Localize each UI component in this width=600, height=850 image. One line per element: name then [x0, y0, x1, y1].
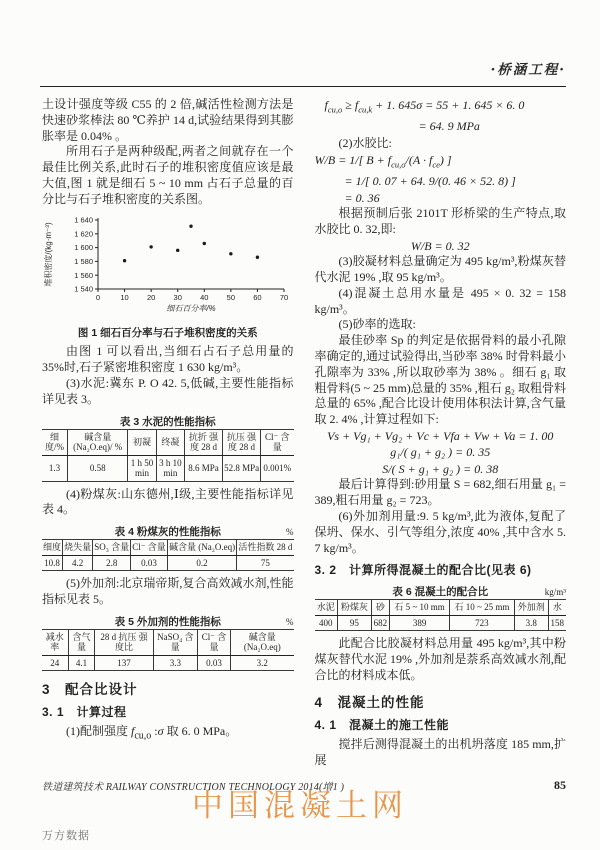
table-row [315, 615, 567, 631]
table5-caption: 表 5 外加剂的性能指标 [114, 615, 221, 628]
right-column [315, 97, 567, 775]
section-3-2-heading: 3. 2 计算所得混凝土的配合比(见表 6) [314, 563, 532, 578]
table-cell: 10.8 [42, 555, 63, 571]
footer-journal-info: 铁道建筑技术 RAILWAY CONSTRUCTION TECHNOLOGY 2014(增1 ) [42, 782, 345, 793]
table-cell: 8.6 MPa [185, 455, 223, 481]
paragraph-admixture-amount: (6)外加剂用量:9. 5 kg/m³,此为液体,复配了保坍、保水、引气等组分,浓度 40% ,其中含水 5. 7 kg/m³。 [314, 509, 566, 555]
section-3-heading: 3 配合比设计 [42, 682, 138, 698]
table-header-cell: 减水率 [42, 629, 68, 655]
paragraph-figure-result: 由图 1 可以看出,当细石占石子总用量的 35%时,石子紧密堆积密度 1 630 kg/m³。 [42, 344, 294, 375]
formula-wb-line3: = 0. 36 [344, 190, 380, 205]
paragraph-cement: (3)水泥:冀东 P. O 42. 5,低碱,主要性能指标详见表 3。 [42, 375, 294, 406]
x-tick-label: 50 [226, 292, 236, 302]
section-4-heading: 4 混凝土的性能 [314, 694, 425, 710]
table-header-cell: NaSO₄ 含量 [153, 629, 197, 655]
x-tick-label: 70 [279, 292, 289, 302]
table-cell: 3.8 [514, 615, 548, 631]
table-cell: 400 [315, 615, 338, 631]
left-column [42, 97, 294, 775]
table-cell: 1.3 [42, 455, 68, 481]
y-tick-label: 1 560 [74, 270, 93, 280]
table-cell: 0.2 [167, 555, 236, 571]
table6-caption: 表 6 混凝土的配合比 [392, 586, 489, 599]
y-tick-label: 1 640 [74, 215, 93, 225]
paragraph-sand-ratio: 最佳砂率 Sp 的判定是依据骨料的最小孔隙率确定的,通过试验得出,当砂率 38% 时骨料最小孔隙率为 33% ,所以取砂率为 38% 。细石 g₁ 取粗骨料(5 ~ 25 mm)总量的 35% ,粗石 g₂ 取粗骨料总量的 65% ,配合比设计使用体积法计算,含气量取 2. 4% ,计算过程如下: [314, 333, 566, 427]
table-header-cell: 粉煤灰 [338, 600, 372, 616]
table-header-cell: 外加剂 [514, 600, 548, 616]
table-cell: 137 [95, 655, 153, 671]
table-header-cell: 石 5 ~ 10 mm [390, 600, 450, 616]
table-header-cell: 含气量 [68, 629, 95, 655]
table-header-cell: 石 10 ~ 25 mm [449, 600, 514, 616]
table6-unit: kg/m³ [544, 587, 566, 598]
paragraph-admixture: (5)外加剂:北京瑞帝斯,复合高效减水剂,性能指标见表 5。 [42, 576, 294, 606]
table-cell: 95 [338, 615, 372, 631]
table-header-cell: 砂 [371, 600, 390, 616]
formula-fcu-line1: $f_{cu,o} \ge f_{cu,k} + 1$. 645σ = 55 + 1. 645 × 6. 0 [324, 98, 525, 115]
figure1-scatter-chart [42, 213, 294, 321]
table-cell: 389 [390, 615, 450, 631]
table-cell: 75 [237, 555, 294, 571]
paragraph-flyash: (4)粉煤灰:山东德州,Ⅰ级,主要性能指标详见表 4。 [42, 486, 294, 517]
figure1-caption: 图 1 细石百分率与石子堆积密度的关系 [77, 327, 258, 340]
formula-wb-final: W/B = 0. 32 [410, 238, 470, 253]
table-cell: 2.8 [93, 555, 131, 571]
table-header-cell: 细度/% [42, 429, 68, 455]
formula-s-ratio: S/( S + g₁ + g₂ ) = 0. 38 [382, 461, 499, 476]
paragraph-calc-result: 最后计算得到:砂用量 S = 682,细石用量 g₁ = 389,粗石用量 g₂ = 723。 [314, 477, 566, 508]
table6-block [315, 584, 567, 631]
table-cell: 4.1 [68, 655, 95, 671]
table-header-cell: 28 d 抗压 强度比 [95, 629, 153, 655]
paragraph-design-strength: (1)配制强度 $f_{cu,o}$ :σ 取 6. 0 MPa。 [66, 724, 238, 742]
paragraph-water-total: (4)混凝土总用水量是 495 × 0. 32 = 158 kg/m³。 [314, 285, 566, 316]
paragraph-aggregate: 所用石子是两种级配,两者之间就存在一个最佳比例关系,此时石子的堆积密度值应该是最大值,图 1 就是细石 5 ~ 10 mm 占石子总量的百分比与石子堆积密度的关系图。 [42, 144, 294, 206]
formula-wb-line1: W/B = 1/[ $B + f_{cu,o}/(A \cdot f_{ce})$ ] [314, 153, 452, 170]
table-header-cell: 初凝 [128, 429, 156, 455]
table-header-cell: 抗压 强度 28 d [223, 429, 261, 455]
table-header-cell: Cl⁻ 含量 [198, 629, 231, 655]
x-tick-label: 40 [200, 292, 209, 302]
table-cell: 52.8 MPa [223, 455, 261, 481]
table-row [42, 555, 294, 571]
table-cell: 682 [371, 615, 390, 631]
formula-fcu-line2: = 64. 9 MPa [418, 118, 480, 133]
header-rule [40, 86, 566, 87]
x-tick-label: 30 [173, 292, 182, 302]
table-cell: 0.03 [131, 555, 168, 571]
table4-caption: 表 4 粉煤灰的性能指标 [114, 526, 221, 539]
table6-caption-line [315, 584, 567, 597]
formula-wb-line2: = 1/[ 0. 07 + 64. 9/(0. 46 × 52. 8) ] [344, 174, 516, 189]
data-point [123, 259, 126, 262]
table-header-cell: Cl⁻ 含量 [261, 429, 294, 455]
table-header-row [42, 540, 294, 556]
table4-flyash-properties [42, 539, 294, 571]
data-point [203, 241, 206, 244]
data-point [149, 245, 152, 248]
table3-block [42, 414, 294, 482]
table-cell: 1 h 50 min [128, 455, 156, 481]
table-header-cell: 水泥 [315, 600, 338, 616]
table6-mix-proportion [315, 599, 567, 631]
table-cell: 3 h 10 min [156, 455, 184, 481]
y-tick-label: 1 540 [74, 284, 93, 294]
x-axis-label: 细石百分率/% [166, 303, 216, 313]
two-column-body [42, 97, 566, 775]
table-header-cell: 碱含量 (Na₂O.eq) [231, 629, 294, 655]
table-header-row [315, 600, 567, 616]
table-header-cell: 终凝 [156, 429, 184, 455]
section-3-1-heading: 3. 1 计算过程 [42, 705, 127, 720]
table-header-cell: 活性指数 28 d [237, 540, 294, 556]
table-cell: 723 [449, 615, 514, 631]
table-row [42, 455, 294, 481]
paragraph-intro: 土设计强度等级 C55 的 2 倍,碱活性检测方法是快速砂浆棒法 80 ℃养护 14 d,试验结果得到其膨胀率是 0.04% 。 [42, 97, 294, 143]
table-cell: 0.001% [261, 455, 294, 481]
y-tick-label: 1 580 [74, 256, 93, 266]
table3-caption: 表 3 水泥的性能指标 [119, 415, 216, 428]
table4-caption-line [42, 524, 294, 537]
paragraph-binder-total: (3)胶凝材料总量确定为 495 kg/m³,粉煤灰替代水泥 19% ,取 95 kg/m³。 [314, 254, 566, 284]
table3-cement-properties [42, 429, 294, 482]
table-header-cell: 抗折 强度 28 d [185, 429, 223, 455]
table5-unit: % [286, 616, 294, 627]
data-point [229, 252, 232, 255]
table-cell: 3.3 [153, 655, 197, 671]
paragraph-mix-comment: 此配合比胶凝材料总用量 495 kg/m³,其中粉煤灰替代水泥 19% ,外加剂是萘系高效减水剂,配合比的材料成本低。 [314, 636, 566, 683]
table-header-cell: SO₃ 含量 [93, 540, 131, 556]
table-header-row [42, 629, 294, 655]
formula-g-ratio: g₁/( g₁ + g₂ ) = 0. 35 [390, 445, 491, 460]
journal-section-label: ·桥涵工程· [490, 62, 566, 78]
table-header-cell: 碱含量 (Na₂O.eq)/ % [68, 429, 128, 455]
scan-provider-mark: 万方数据 [42, 830, 90, 842]
data-point [176, 248, 179, 251]
table-header-cell: 水 [548, 600, 566, 616]
table-header-cell: 细度 [42, 540, 63, 556]
table5-caption-line [42, 614, 294, 627]
x-tick-label: 20 [146, 292, 156, 302]
y-axis-label: 堆积密度/(kg·m⁻³) [44, 221, 53, 287]
data-point [256, 255, 259, 258]
table-cell: 0.58 [68, 455, 128, 481]
paragraph-wb-label: (2)水胶比: [338, 136, 392, 151]
table3-caption-line [42, 414, 294, 427]
table4-unit: % [286, 527, 294, 538]
table-header-cell: 碱含量 (Na₂O.eq) [167, 540, 236, 556]
table-header-cell: 烧失量 [63, 540, 93, 556]
table5-block [42, 614, 294, 672]
table-cell: 0.03 [198, 655, 231, 671]
footer-page-number: 85 [554, 778, 566, 792]
paragraph-wb-choice: 根据预制后张 2101T 形桥梁的生产特点,取水胶比 0. 32,即: [314, 206, 566, 236]
table-cell: 24 [42, 655, 68, 671]
table5-admixture-properties [42, 629, 294, 672]
section-4-1-heading: 4. 1 混凝土的施工性能 [314, 717, 450, 732]
table-row [42, 655, 294, 671]
table-header-cell: Cl⁻ 含量 [131, 540, 168, 556]
y-tick-label: 1 620 [74, 228, 93, 238]
formula-volume: Vs + Vg₁ + Vg₂ + Vc + Vfa + Vw + Va = 1. 00 [327, 428, 554, 443]
table-cell: 158 [548, 615, 566, 631]
figure1 [42, 213, 294, 341]
x-tick-label: 60 [253, 292, 262, 302]
page-header [40, 58, 566, 79]
x-tick-label: 10 [120, 292, 129, 302]
data-point [189, 224, 192, 227]
y-tick-label: 1 600 [74, 242, 93, 252]
table-cell: 4.2 [63, 555, 93, 571]
watermark-text: 中国混凝土网 [192, 788, 408, 823]
table-cell: 3.2 [231, 655, 294, 671]
table-header-row [42, 429, 294, 455]
x-tick-label: 0 [95, 292, 101, 302]
table4-block [42, 524, 294, 571]
paragraph-slump: 搅拌后测得混凝土的出机坍落度 185 mm,扩展 [314, 736, 566, 767]
paragraph-sand-label: (5)砂率的选取: [338, 317, 416, 332]
